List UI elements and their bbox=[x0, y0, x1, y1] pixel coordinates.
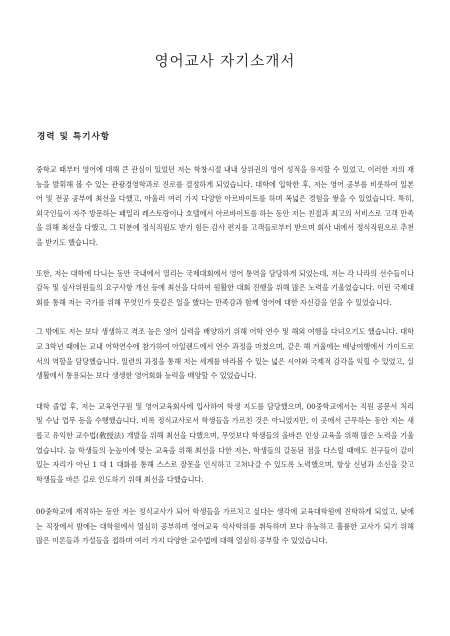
paragraph: 그 밖에도 저는 보다 생생하고 격조 높은 영어 실력을 배양하기 위해 어학 연수 및 해외 여행을 다녀오기도 했습니다. 대학교 3학년 때에는 교내 어학연수에 참가하여 아일랜드에서 연수 과정을 마쳤으며, 같은 해 겨울에는 배낭여행에서 가이드로서의 역할을 담당했습니다. 일련의 과정을 통해 저는 세계를 바라볼 수 있는 넓은 시야와 국제적 감각을 익힐 수 있었고, 실생활에서 통용되는 보다 생생한 영어회화 능력을 배양할 수 있었습니다. bbox=[36, 327, 414, 381]
document-title: 영어교사 자기소개서 bbox=[154, 54, 296, 70]
paragraph: 중학교 때부터 영어에 대해 큰 관심이 있었던 저는 학창시절 내내 상위권의 영어 성적을 유지할 수 있었고, 이러한 저의 재능을 발휘해 볼 수 있는 관광경영학과로 진로를 결정하게 되었습니다. 대학에 입학한 후, 저는 영어 공부를 비롯하여 일본어 및 전공 공부에 최선을 다했고, 아울러 여러 가지 다양한 아르바이트를 하며 폭넓은 경험을 쌓을 수 있었습니다. 특히, 외국인들이 자주 방문하는 패밀리 레스토랑이나 호텔에서 아르바이트를 하는 동안 저는 친절과 최고의 서비스로 고객 만족을 위해 최선을 다했고, 그 덕분에 정식직원도 받기 힘든 감사 편지를 고객들로부터 받으며 회사 내에서 정식직원으로 추천을 받기도 했습니다. bbox=[36, 165, 414, 247]
section-heading: 경력 및 특기사항 bbox=[37, 132, 111, 142]
paragraph: 00중학교에 재직하는 동안 저는 정식교사가 되어 학생들을 가르치고 싶다는 생각에 교육대학원에 진학하게 되었고, 낮에는 직장에서 밤에는 대학원에서 열심히 공부하며 영어교육 석사학위를 취득하며 보다 유능하고 훌륭한 교사가 되기 위해 많은 이론들과 가설들을 접하며 여러 가지 다양한 교수법에 대해 열심히 공부할 수 있었습니다. bbox=[36, 507, 414, 546]
document-body bbox=[36, 163, 414, 565]
paragraph: 대학 졸업 후, 저는 교육연구원 및 영어교육회사에 입사하여 학생 지도를 담당했으며, 00중학교에서는 직원 공문서 처리 및 수납 업무 등을 수행했습니다. 비록 정식교사로서 학생들을 가르친 것은 아니었지만, 이 곳에서 근무하는 동안 저는 새롭고 유익한 교수법(敎授法) 개발을 위해 최선을 다했으며, 무엇보다 학생들의 올바른 인성 교육을 위해 많은 노력을 기울였습니다. 늘 학생들의 눈높이에 맞는 교육을 위해 최선을 다한 저는, 학생들의 갈등된 점을 다스릴 때에도 친구들이 같이 있는 자리가 아닌 1 대 1 대화를 통해 스스로 잘못을 인식하고 고쳐나갈 수 있도록 노력했으며, 항상 신념과 소신을 갖고 학생들을 바른 길로 인도하기 위해 최선을 다했습니다. bbox=[36, 401, 414, 484]
paragraph: 또한, 저는 대학에 다니는 동안 국내에서 열리는 국제대회에서 영어 통역을 담당하게 되었는데, 저는 각 나라의 선수들이나 감독 및 심사위원들의 요구사항 개선 등에 최선을 다하여 원활한 대회 진행을 위해 많은 노력을 기울였습니다. 이런 국제대회를 통해 저는 국가를 위해 무엇인가 뜻깊은 일을 했다는 만족감과 함께 영어에 대한 자신감을 얻을 수 있었습니다. bbox=[36, 268, 414, 307]
